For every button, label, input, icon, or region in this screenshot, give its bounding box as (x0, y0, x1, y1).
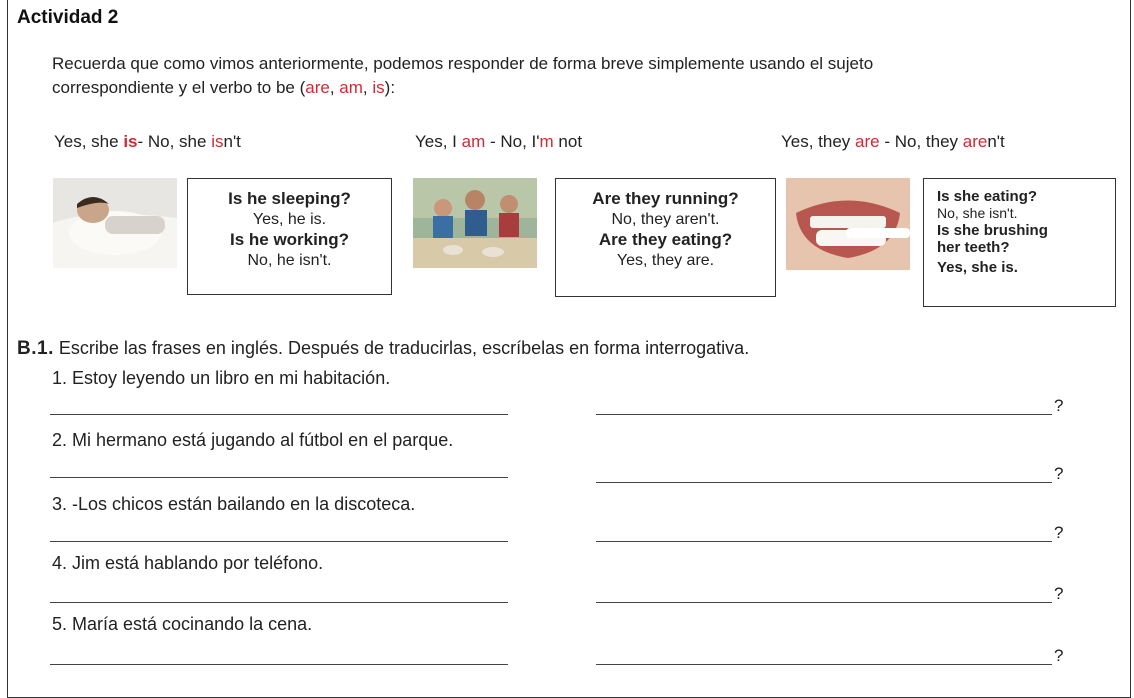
answer-line-3[interactable] (50, 541, 508, 542)
section-instruction: B.1. Escribe las frases en inglés. Después de traducirlas, escríbelas en forma interrogativa. (17, 338, 750, 359)
answer-line-1[interactable] (50, 414, 508, 415)
question-mark-2: ? (1054, 464, 1064, 483)
item-2: 2. Mi hermano está jugando al fútbol en el parque. (52, 430, 454, 450)
activity-title: Actividad 2 (17, 7, 119, 28)
example-i: Yes, I am - No, I'm not (415, 132, 583, 151)
intro-line-2: correspondiente y el verbo to be (are, am, is): (52, 78, 396, 97)
question-mark-3: ? (1054, 523, 1064, 542)
question-mark-4: ? (1054, 584, 1064, 603)
question-line-1[interactable] (596, 414, 1052, 415)
example-they: Yes, they are - No, they aren't (781, 132, 1005, 151)
answer-line-2[interactable] (50, 477, 508, 478)
item-4: 4. Jim está hablando por teléfono. (52, 553, 324, 573)
question-line-5[interactable] (596, 664, 1052, 665)
item-5: 5. María está cocinando la cena. (52, 614, 313, 634)
answer-line-5[interactable] (50, 664, 508, 665)
example-she: Yes, she is- No, she isn't (54, 132, 241, 151)
family-eating-image (413, 178, 537, 268)
card-sleeping: Is he sleeping? Yes, he is. Is he working? No, he isn't. (187, 178, 392, 295)
question-mark-5: ? (1054, 646, 1064, 665)
sleeping-man-image (53, 178, 177, 268)
brushing-teeth-image (786, 178, 910, 270)
card-brushing: Is she eating? No, she isn't. Is she brushing her teeth? Yes, she is. (923, 178, 1116, 307)
item-1: 1. Estoy leyendo un libro en mi habitación. (52, 368, 391, 388)
question-mark-1: ? (1054, 396, 1064, 415)
question-line-2[interactable] (596, 482, 1052, 483)
answer-line-4[interactable] (50, 602, 508, 603)
item-3: 3. -Los chicos están bailando en la discoteca. (52, 494, 416, 514)
question-line-3[interactable] (596, 541, 1052, 542)
question-line-4[interactable] (596, 602, 1052, 603)
card-family: Are they running? No, they aren't. Are they eating? Yes, they are. (555, 178, 776, 297)
section-label: B.1. (17, 338, 54, 359)
intro-line-1: Recuerda que como vimos anteriormente, podemos responder de forma breve simplemente usando el sujeto (52, 54, 874, 73)
